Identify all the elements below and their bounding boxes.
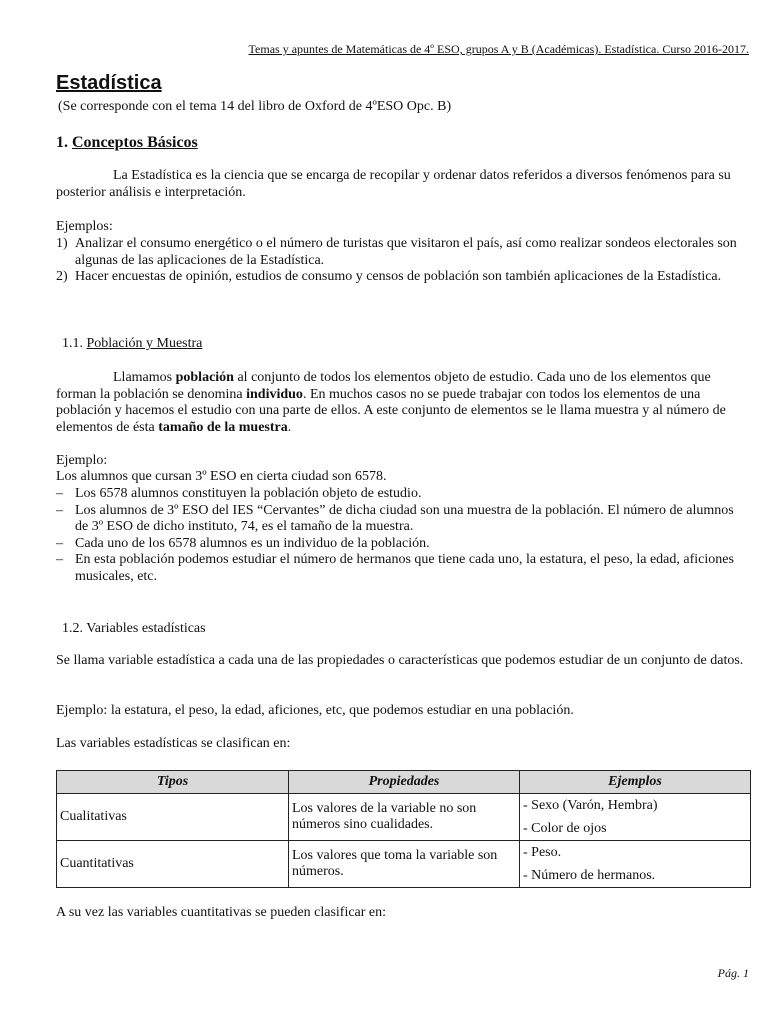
propiedad-cell: Los valores que toma la variable son números. <box>289 841 520 888</box>
dash-marker: – <box>56 502 63 518</box>
example-label: Ejemplo: <box>56 453 108 468</box>
column-header: Tipos <box>57 771 289 794</box>
section-1-1-heading <box>62 335 202 353</box>
variable-classification-intro: Las variables estadísticas se clasifican en: <box>56 736 291 751</box>
table-row <box>57 794 751 841</box>
section-1-2-heading: 1.2. Variables estadísticas <box>62 621 206 636</box>
list-item <box>56 486 746 503</box>
variable-definition: Se llama variable estadística a cada una de las propiedades o características que podemos estudiar de un conjunto de datos. <box>56 653 744 668</box>
examples-label: Ejemplos: <box>56 219 113 234</box>
text-run: . <box>287 419 292 435</box>
dash-marker: – <box>56 486 63 501</box>
section-1-number: 1. <box>56 134 68 151</box>
page-header: Temas y apuntes de Matemáticas de 4º ESO, grupos A y B (Académicas). Estadística. Curso 2016-2017. <box>248 42 749 56</box>
table-row <box>57 841 751 888</box>
example-line: Los alumnos que cursan 3º ESO en cierta ciudad son 6578. <box>56 469 387 484</box>
column-header: Ejemplos <box>520 771 751 794</box>
term-poblacion: población <box>175 370 234 385</box>
variable-types-table <box>56 770 751 888</box>
list-item <box>56 269 746 286</box>
list-item <box>56 536 746 553</box>
variable-example: Ejemplo: la estatura, el peso, la edad, aficiones, etc, que podemos estudiar en una población. <box>56 703 574 718</box>
table-header-row <box>57 771 751 794</box>
list-item-text: Hacer encuestas de opinión, estudios de consumo y censos de población son también aplicaciones de la Estadística. <box>75 269 722 284</box>
list-item-text: Los alumnos de 3º ESO del IES “Cervantes” de dicha ciudad son una muestra de la población. El número de alumnos de 3º ESO de dicho instituto, 74, es el tamaño de la muestra. <box>75 502 734 534</box>
term-tamano-muestra: tamaño de la muestra <box>158 419 288 435</box>
section-1-1-title: Población y Muestra <box>86 336 203 351</box>
list-item <box>56 236 746 269</box>
propiedad-cell: Los valores de la variable no son números sino cualidades. <box>289 794 520 841</box>
example-bullets <box>56 486 746 585</box>
text-run: Llamamos <box>113 370 176 385</box>
section-1-title: Conceptos Básicos <box>72 134 198 151</box>
list-item-text: Los 6578 alumnos constituyen la población objeto de estudio. <box>75 486 422 501</box>
ejemplo-item: - Color de ojos <box>523 820 607 836</box>
list-item-number: 2) <box>56 269 68 284</box>
ejemplos-cell <box>520 794 751 841</box>
section-1-1-number: 1.1. <box>62 336 83 351</box>
page-number: Pág. 1 <box>717 966 749 980</box>
list-item <box>56 552 746 585</box>
ejemplo-item: - Número de hermanos. <box>523 867 656 883</box>
list-item-number: 1) <box>56 236 68 251</box>
quantitative-classification-intro: A su vez las variables cuantitativas se pueden clasificar en: <box>56 905 387 920</box>
list-item-text: En esta población podemos estudiar el número de hermanos que tiene cada uno, la estatura, el peso, la edad, aficiones musicales, etc. <box>75 552 734 584</box>
list-item-text: Cada uno de los 6578 alumnos es un individuo de la población. <box>75 535 430 551</box>
ejemplos-cell <box>520 841 751 888</box>
section-1-heading <box>56 133 198 153</box>
text-run: . En muchos casos no se puede trabajar con todos los elementos de una población y hacemos el estudio con una parte de ellos. A este conjunto de elementos se le llama muestra y al número de elementos de ésta <box>56 386 726 435</box>
tipo-cell: Cualitativas <box>57 794 289 841</box>
page-title: Estadística <box>56 72 162 94</box>
poblacion-paragraph <box>56 370 740 436</box>
ejemplo-item: - Peso. <box>523 844 562 860</box>
list-item <box>56 503 746 536</box>
text-run: al conjunto de todos los elementos objeto de estudio. Cada uno de los elementos que forman la población se denomina <box>56 370 711 402</box>
term-individuo: individuo <box>246 386 303 402</box>
ejemplo-item: - Sexo (Varón, Hembra) <box>523 797 658 813</box>
dash-marker: – <box>56 552 63 567</box>
examples-list <box>56 236 746 286</box>
tipo-cell: Cuantitativas <box>57 841 289 888</box>
list-item-text: Analizar el consumo energético o el número de turistas que visitaron el país, así como realizar sondeos electorales son algunas de las aplicaciones de la Estadística. <box>75 236 737 268</box>
column-header: Propiedades <box>289 771 520 794</box>
page-subtitle: (Se corresponde con el tema 14 del libro de Oxford de 4ºESO Opc. B) <box>58 99 452 114</box>
section-1-intro: La Estadística es la ciencia que se encarga de recopilar y ordenar datos referidos a diversos fenómenos para su posterior análisis e interpretación. <box>56 168 731 200</box>
dash-marker: – <box>56 535 63 551</box>
